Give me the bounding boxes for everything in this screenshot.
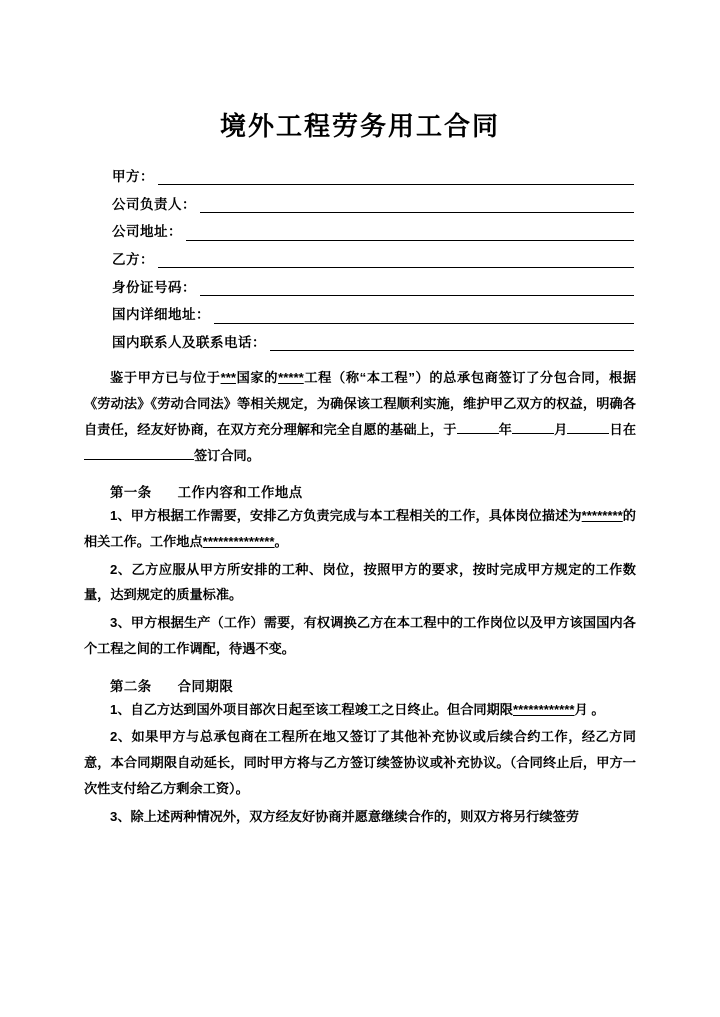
section-1-number: 第一条 [110, 485, 152, 501]
preamble-blank-day[interactable] [567, 433, 609, 434]
field-label: 乙方： [112, 252, 154, 268]
preamble-blank-country[interactable]: *** [220, 370, 236, 386]
field-row-company-address [112, 224, 636, 240]
field-blank-line[interactable] [200, 282, 634, 296]
field-row-domestic-address [112, 307, 636, 323]
field-blank-line[interactable] [270, 337, 634, 351]
preamble-blank-place[interactable] [84, 459, 194, 460]
party-fields [84, 169, 636, 351]
field-blank-line[interactable] [200, 199, 634, 213]
item-blank-duration[interactable]: ************ [512, 701, 575, 717]
preamble-blank-month[interactable] [512, 433, 554, 434]
field-blank-line[interactable] [214, 310, 634, 324]
section-2-item-1 [84, 697, 636, 723]
field-row-company-manager [112, 197, 636, 213]
section-2-item-2: 2、如果甲方与总承包商在工程所在地又签订了其他补充协议或后续合约工作，经乙方同意，本合同期限自动延长，同时甲方将与乙方签订续签协议或补充协议。（合同终止后，甲方一次性支付给乙方剩余工资）。 [84, 729, 636, 796]
field-label: 公司负责人： [112, 196, 196, 212]
preamble-text-b: 国家的 [235, 370, 279, 386]
page-title: 境外工程劳务用工合同 [219, 112, 500, 141]
item-text: 。 [274, 533, 288, 549]
field-row-party-b [112, 252, 636, 268]
section-1-item-3: 3、甲方根据生产（工作）需要，有权调换乙方在本工程中的工作岗位以及甲方该国国内各个工程之间的工作调配，待遇不变。 [84, 615, 636, 656]
section-2-title: 合同期限 [177, 678, 234, 694]
preamble-text-a: 鉴于甲方已与位于 [110, 370, 221, 386]
section-1-item-2: 2、乙方应服从甲方所安排的工种、岗位，按照甲方的要求，按时完成甲方规定的工作数量，达到规定的质量标准。 [84, 561, 636, 603]
field-label: 身份证号码： [112, 279, 196, 295]
item-text: 月 。 [574, 701, 605, 717]
item-blank-location[interactable]: ************** [202, 533, 275, 549]
field-row-domestic-contact [112, 335, 636, 351]
field-label: 国内联系人及联系电话： [112, 335, 266, 351]
item-text: 1、甲方根据工作需要，安排乙方负责完成与本工程相关的工作，具体岗位描述为 [110, 508, 582, 524]
section-2-item-3: 3、除上述两种情况外，双方经友好协商并愿意继续合作的，则双方将另行续签劳 [110, 808, 579, 824]
preamble-text-g: 签订合同。 [194, 447, 260, 463]
preamble-blank-project[interactable]: ***** [278, 370, 304, 386]
section-heading-1 [84, 482, 636, 501]
section-heading-2 [84, 676, 636, 695]
section-1-title: 工作内容和工作地点 [177, 485, 303, 501]
preamble-text-f: 日在 [609, 421, 637, 437]
section-2-number: 第二条 [110, 678, 152, 694]
preamble-text-c: 工程（称“本工程”）的总承包商签订了分包合同，根据《劳动法》《劳动合同法》等相关规定，为确保该工程顺利实施，维护甲乙双方的权益，明确各自责任，经友好协商，在双方充分理解和完全自愿的基础上，于 [84, 370, 637, 437]
field-blank-line[interactable] [158, 254, 634, 268]
preamble-text-e: 月 [553, 421, 568, 437]
section-1-item-1 [84, 503, 636, 554]
preamble-text-d: 年 [498, 421, 512, 437]
item-text: 1、自乙方达到国外项目部次日起至该工程竣工之日终止。但合同期限 [110, 701, 513, 717]
preamble-paragraph [84, 365, 636, 468]
preamble-blank-year[interactable] [457, 433, 499, 434]
field-label: 甲方： [112, 169, 154, 184]
item-text: 的相关工作。工作地点 [84, 508, 636, 549]
field-label: 国内详细地址： [112, 307, 210, 323]
field-blank-line[interactable] [158, 171, 634, 185]
field-row-id-number [112, 280, 636, 296]
field-blank-line[interactable] [186, 227, 634, 241]
item-blank-position[interactable]: ******** [581, 508, 623, 524]
field-row-party-a [112, 169, 636, 185]
field-label: 公司地址： [112, 224, 182, 240]
